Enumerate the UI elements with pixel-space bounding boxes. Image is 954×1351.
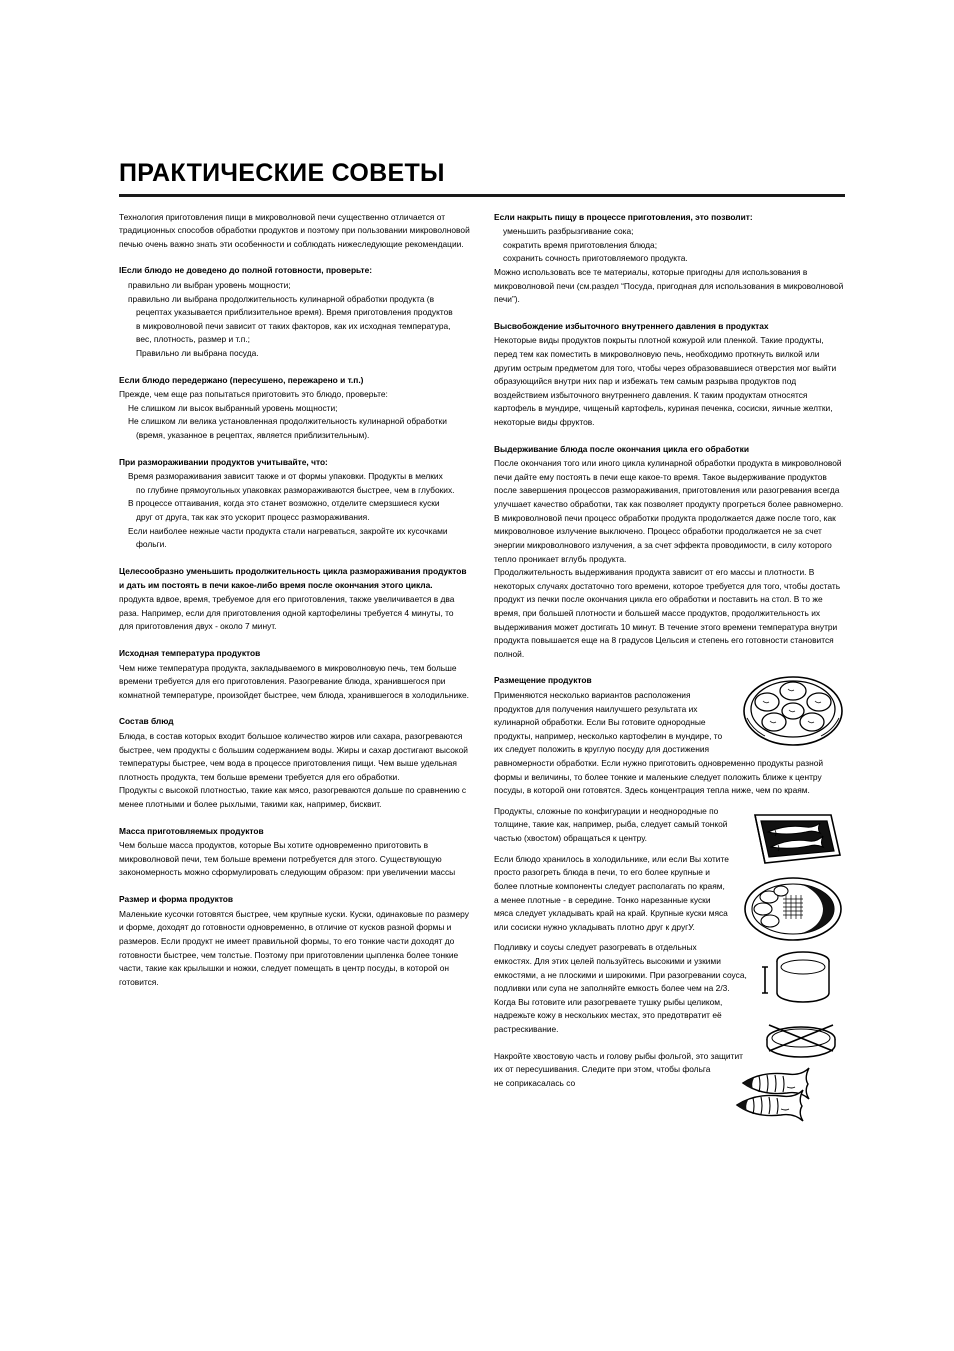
section-heading: Состав блюд — [119, 716, 174, 727]
section-lead: Прежде, чем еще раз попытаться приготовить это блюдо, проверьте: — [119, 389, 388, 400]
section-overcooked — [119, 374, 470, 443]
list-item: в микроволновой печи зависит от таких факторов, как их исходная температура, — [136, 320, 451, 331]
section-body-2: Продукты, сложные по конфигурации и неоднородные по толщине, такие как, например, рыба, следует самый тонкой частью (хвостом) обращаться к центру. — [494, 805, 728, 844]
section-body: Блюда, в состав которых входит большое количество жиров или сахара, разогреваются быстрее, чем продукты с большим содержанием воды. Жиры и сахар достигают высокой температуры быстрее, чем вода в процессе приготовления пищи. Чем выше удельная плотность продукта, тем больше времени требуется для его обработки. — [119, 731, 468, 782]
spacer — [494, 798, 845, 805]
list-item: уменьшить разбрызгивание сока; — [503, 226, 634, 237]
list-item: правильно ли выбран уровень мощности; — [128, 279, 291, 290]
section-body: После окончания того или иного цикла кулинарной обработки продукта в микроволновой печи дайте ему постоять в печи еще какое-то время. Такое выдерживание продуктов после завершения процессов размораживания, приготовления или разогревания всегда улучшает качество обработки, так как позволяет продукту прогреться более равномерно. — [494, 458, 844, 510]
left-column — [119, 211, 470, 1003]
list-item: друг от друга, так как это ускорит процесс размораживания. — [136, 512, 370, 523]
section-standing-time — [494, 443, 845, 662]
section-reduce-defrost-cycle — [119, 565, 470, 634]
list-item: фольги. — [136, 539, 167, 550]
section-body-2: В микроволновой печи процесс обработки продукта продолжается даже после того, как микроволновое излучение выключено. Процесс обработки продолжается не за счет энергии микроволнового излучения, а за счет эффекта проводимости, в силу которого тепло проникает вглубь продукта. — [494, 512, 836, 564]
section-initial-temperature — [119, 647, 470, 702]
list-item: Не слишком ли высок выбранный уровень мощности; — [128, 402, 338, 413]
two-column-layout — [119, 211, 845, 1144]
section-body-2: Продукты с высокой плотностью, такие как мясо, разогреваются дольше по сравнению с менее плотными и более рыхлыми, такими как, например, бисквит. — [119, 785, 467, 810]
section-body: Чем больше масса продуктов, которые Вы хотите одновременно приготовить в микроволновой печи, тем больше времени потребуется для этого. Существующую закономерность можно сформулировать следующим образом: при увеличении массы — [119, 840, 456, 878]
section-defrosting — [119, 456, 470, 552]
intro-block — [119, 211, 470, 252]
section-heading: Размещение продуктов — [494, 675, 592, 686]
intro-paragraph: Технология приготовления пищи в микроволновой печи существенно отличается от традиционных способов обработки продуктов и поэтому при пользовании микроволновой печью очень важно знать эти особенности и соблюдать нижеследующие рекомендации. — [119, 211, 470, 249]
section-heading: Выдерживание блюда после окончания цикла его обработки — [494, 443, 749, 454]
section-body: Чем ниже температура продукта, закладываемого в микроволновую печь, тем больше времени требуется для его приготовления. Разогревание блюда, хранившегося при комнатной температуре, произойдет быстрее, чем блюда, хранившегося в холодильнике. — [119, 662, 469, 700]
section-size-and-shape — [119, 893, 470, 989]
flat-wide-dish-crossed-out-illustration — [757, 1017, 845, 1061]
list-item: Если наиболее нежные части продукта стали нагреваться, закройте их кусочками — [128, 525, 448, 536]
section-heading: Целесообразно уменьшить продолжительность цикла размораживания продуктов и дать им постоять в печи какое-либо время после окончания этого цикла. — [119, 565, 467, 590]
rectangular-tray-fish-illustration — [741, 805, 845, 871]
list-item: Правильно ли выбрана посуда. — [136, 347, 259, 358]
page-title: ПРАКТИЧЕСКИЕ СОВЕТЫ — [119, 159, 445, 187]
section-body-3: Если блюдо хранилось в холодильнике, или если Вы хотите просто разогреть блюда в печи, то его более крупные и более плотные компоненты следует располагать по краям, а менее плотные - в середине. Тонко нарезанные куски мяса следует укладывать край на край. Крупные куски мяса или сосиски нужно укладывать плотно друг к другУ. — [494, 853, 729, 932]
section-body-3: Продолжительность выдерживания продукта зависит от его массы и плотности. В некоторых случаях достаточно того времени, которое требуется для того, чтобы достать продукт из печки после окончания цикла его обработки и поставить на стол. В то же время, при большей плотности и большей массе продуктов, продолжительность их выдерживания может достигать 10 минут. В течение этого времени температура внутри продукта повышается еще на 8 градусов Цельсия и степень его готовности становится полной. — [494, 567, 841, 659]
right-column — [494, 211, 845, 1144]
section-heading: Если блюдо передержано (пересушено, пережарено и т.п.) — [119, 374, 364, 385]
section-body: Можно использовать все те материалы, которые пригодны для использования в микроволновой печи (см.раздел “Посуда, пригодная для использования в микроволновой печи”). — [494, 266, 844, 305]
list-item: по глубине прямоугольных упаковках размораживаются быстрее, чем в глубоких. — [136, 484, 455, 495]
list-item: В процессе оттаивания, когда это станет возможно, отделите смерзшиеся куски — [128, 498, 440, 509]
section-covering-food — [494, 211, 845, 307]
round-plate-mixed-food-illustration — [741, 875, 845, 943]
section-body: Некоторые виды продуктов покрыты плотной кожурой или пленкой. Такие продукты, перед тем как поместить в микроволновую печь, необходимо проткнуть вилкой или другим острым предметом для того, чтобы через образовавшиеся отверстия мог выйти образующийся внутри них пар и избежать тем самым разрыва продуктов под воздействием избыточного внутреннего давления. К таким продуктам относятся картофель в мундире, чищеный картофель, куриная печенка, сосиски, яичные желтки, некоторые виды фруктов. — [494, 335, 837, 428]
list-item: Время размораживания зависит также и от формы упаковки. Продукты в мелких — [128, 471, 443, 482]
list-item: сократить время приготовления блюда; — [503, 239, 658, 250]
section-body-5: Когда Вы готовите или разогреваете тушку рыбы целиком, надрежьте кожу в нескольких местах, это предотвратит её растрескивание. — [494, 996, 723, 1035]
page-content — [119, 160, 845, 1144]
section-body: Применяются несколько вариантов расположения продуктов для получения наилучшего результата их кулинарной обработки. Если Вы готовите однородные продукты, например, несколько картофелин в мундире, то их следует положить в круглую посуду для достижения равномерности обработки. Если нужно приготовить одновременно продукты разной формы и величины, то более тонкие и маленькие следует положить ближе к центру посуды, в которой они готовятся. Здесь концентрация тепла ниже, чем по краям. — [494, 690, 824, 796]
section-heading: Если накрыть пищу в процессе приготовления, это позволит: — [494, 211, 753, 222]
title-divider — [119, 194, 845, 197]
section-body-6: Накройте хвостовую часть и голову рыбы фольгой, это защитит их от пересушивания. Следите при этом, чтобы фольга не соприкасалась со — [494, 1050, 743, 1088]
list-item: правильно ли выбрана продолжительность кулинарной обработки продукта (в — [128, 293, 435, 304]
list-item: Не слишком ли велика установленная продолжительность кулинарной обработки — [128, 416, 447, 427]
list-item: вес, плотность, размер и т.п.; — [136, 334, 250, 345]
list-item: (время, указанное в рецептах, является приблизительным). — [136, 430, 370, 441]
section-heading: Размер и форма продуктов — [119, 894, 234, 905]
section-heading: Исходная температура продуктов — [119, 647, 261, 658]
section-heading: Высвобождение избыточного внутреннего давления в продуктах — [494, 320, 769, 331]
scored-fish-illustration — [727, 1065, 845, 1127]
section-heading: IЕсли блюдо не доведено до полной готовности, проверьте: — [119, 265, 373, 276]
tall-narrow-container-illustration — [757, 947, 845, 1013]
section-body: Маленькие кусочки готовятся быстрее, чем крупные куски. Куски, одинаковые по размеру и форме, доходят до готовности одновременно, в отличие от кусков разной формы и размеров. Если продукт не имеет правильной формы, то его тонкие части доходят до готовности быстрее, чем толстые. Поэтому при приготовлении цыпленка более тонкие части, такие как крылышки и ножки, следует помещать в центр посуды, в которой он готовится. — [119, 908, 469, 987]
section-undercooked — [119, 264, 470, 360]
section-body: продукта вдвое, время, требуемое для его приготовления, также увеличивается в два раза. Например, если для приготовления одной картофелины требуется 4 минуты, то для приготовления двух - около 7 минут. — [119, 594, 455, 632]
section-heading: При размораживании продуктов учитывайте, что: — [119, 456, 328, 467]
section-food-placement — [494, 674, 845, 1130]
section-body-4: Подливку и соусы следует разогревать в отдельных емкостях. Для этих целей пользуйтесь высокими и узкими емкостями, а не плоскими и широкими. При разогревании соуса, подливки или супа не заполняйте емкость более чем на 2/3. — [494, 942, 747, 994]
list-item: рецептах указывается приблизительное время). Время приготовления продуктов — [136, 307, 453, 318]
round-dish-potatoes-illustration — [741, 674, 845, 748]
section-food-mass — [119, 825, 470, 880]
section-heading: Масса приготовляемых продуктов — [119, 825, 264, 836]
section-food-composition — [119, 715, 470, 811]
list-item: сохранить сочность приготовляемого продукта. — [503, 253, 688, 264]
section-pressure-release — [494, 320, 845, 430]
